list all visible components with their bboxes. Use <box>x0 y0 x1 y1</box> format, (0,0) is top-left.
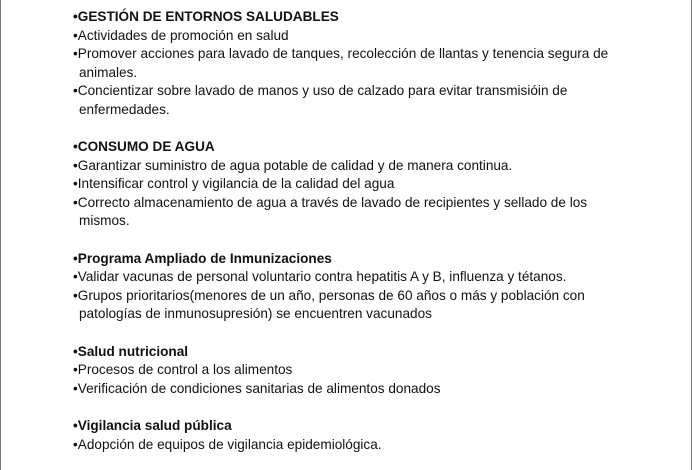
list-item: •Adopción de equipos de vigilancia epidemiológica. <box>73 436 382 452</box>
section-heading: •Vigilancia salud pública <box>73 418 232 433</box>
section-vigilancia <box>73 417 633 454</box>
section-inmunizaciones <box>73 250 633 324</box>
list-item: •Correcto almacenamiento de agua a través de lavado de recipientes y sellado de los mismos. <box>73 194 588 228</box>
list-item: •Actividades de promoción en salud <box>73 27 289 43</box>
section-consumo-agua <box>73 138 633 231</box>
list-item: •Intensificar control y vigilancia de la calidad del agua <box>73 176 395 191</box>
section-heading: •CONSUMO DE AGUA <box>73 139 215 154</box>
list-item: •Garantizar suministro de agua potable de calidad y de manera continua. <box>73 157 513 173</box>
list-item: •Promover acciones para lavado de tanques, recolección de llantas y tenencia segura de animales. <box>73 46 609 80</box>
section-heading: •GESTIÓN DE ENTORNOS SALUDABLES <box>73 9 339 24</box>
list-item: •Grupos prioritarios(menores de un año, personas de 60 años o más y población con patologías de inmunosupresión) se encuentren vacunados <box>73 287 585 321</box>
document-content <box>73 8 633 470</box>
list-item: •Validar vacunas de personal voluntario contra hepatitis A y B, influenza y tétanos. <box>73 269 567 284</box>
section-heading: •Programa Ampliado de Inmunizaciones <box>73 250 332 266</box>
section-heading: •Salud nutricional <box>73 343 189 359</box>
section-salud-nutricional <box>73 343 633 399</box>
list-item: •Concientizar sobre lavado de manos y uso de calzado para evitar transmisióin de enfermedades. <box>73 83 568 117</box>
list-item: •Procesos de control a los alimentos <box>73 362 293 377</box>
section-entornos-saludables <box>73 8 633 119</box>
list-item: •Verificación de condiciones sanitarias de alimentos donados <box>73 380 441 396</box>
